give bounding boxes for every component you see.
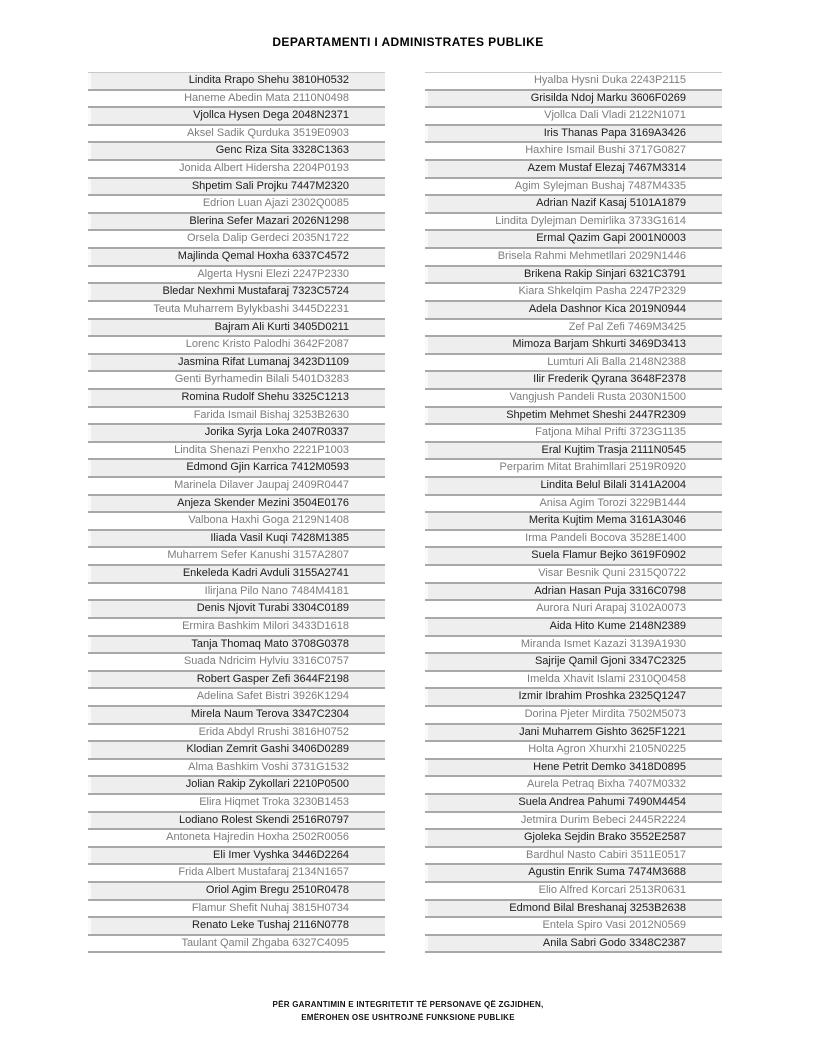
table-row: Suela Flamur Bejko 3619F0902: [425, 548, 722, 566]
table-row: Anjeza Skender Mezini 3504E0176: [88, 496, 385, 514]
table-row: Mimoza Barjam Shkurti 3469D3413: [425, 337, 722, 355]
table-row: Brisela Rahmi Mehmetllari 2029N1446: [425, 249, 722, 267]
table-row: Sajrije Qamil Gjoni 3347C2325: [425, 654, 722, 672]
table-row: Genti Byrhamedin Bilali 5401D3283: [88, 372, 385, 390]
table-row: Iris Thanas Papa 3169A3426: [425, 126, 722, 144]
table-row: Alma Bashkim Voshi 3731G1532: [88, 760, 385, 778]
table-row: Hyalba Hysni Duka 2243P2115: [425, 73, 722, 91]
name-table-right-column: [425, 72, 722, 953]
name-table-left-column: [88, 72, 385, 953]
table-row: Blerina Sefer Mazari 2026N1298: [88, 214, 385, 232]
table-row: Marinela Dilaver Jaupaj 2409R0447: [88, 478, 385, 496]
table-row: Muharrem Sefer Kanushi 3157A2807: [88, 548, 385, 566]
table-row: Miranda Ismet Kazazi 3139A1930: [425, 637, 722, 655]
table-row: Edrion Luan Ajazi 2302Q0085: [88, 196, 385, 214]
footer-line-2: EMËROHEN OSE USHTROJNË FUNKSIONE PUBLIKE: [301, 1012, 515, 1022]
table-row: Jolian Rakip Zykollari 2210P0500: [88, 777, 385, 795]
table-row: Lorenc Kristo Palodhi 3642F2087: [88, 337, 385, 355]
table-row: Gjoleka Sejdin Brako 3552E2587: [425, 830, 722, 848]
table-row: Lumturi Ali Balla 2148N2388: [425, 355, 722, 373]
table-row: Ilirjana Pilo Nano 7484M4181: [88, 584, 385, 602]
table-row: Valbona Haxhi Goga 2129N1408: [88, 513, 385, 531]
table-row: Aksel Sadik Qurduka 3519E0903: [88, 126, 385, 144]
table-row: Klodian Zemrit Gashi 3406D0289: [88, 742, 385, 760]
table-row: Azem Mustaf Elezaj 7467M3314: [425, 161, 722, 179]
table-row: Adelina Safet Bistri 3926K1294: [88, 689, 385, 707]
table-row: Haxhire Ismail Bushi 3717G0827: [425, 143, 722, 161]
table-row: Vjollca Hysen Dega 2048N2371: [88, 108, 385, 126]
table-row: Erida Abdyl Rrushi 3816H0752: [88, 725, 385, 743]
table-row: Lindita Rrapo Shehu 3810H0532: [88, 73, 385, 91]
table-row: Zef Pal Zefi 7469M3425: [425, 320, 722, 338]
table-row: Oriol Agim Bregu 2510R0478: [88, 883, 385, 901]
table-row: Bardhul Nasto Cabiri 3511E0517: [425, 848, 722, 866]
table-row: Izmir Ibrahim Proshka 2325Q1247: [425, 689, 722, 707]
table-row: Aurora Nuri Arapaj 3102A0073: [425, 601, 722, 619]
table-row: Merita Kujtim Mema 3161A3046: [425, 513, 722, 531]
table-row: Agim Sylejman Bushaj 7487M4335: [425, 179, 722, 197]
table-row: Shpetim Sali Projku 7447M2320: [88, 179, 385, 197]
table-row: Teuta Muharrem Bylykbashi 3445D2231: [88, 302, 385, 320]
table-row: Hene Petrit Demko 3418D0895: [425, 760, 722, 778]
table-row: Shpetim Mehmet Sheshi 2447R2309: [425, 408, 722, 426]
table-row: Eli Imer Vyshka 3446D2264: [88, 848, 385, 866]
table-row: Irma Pandeli Bocova 3528E1400: [425, 531, 722, 549]
table-row: Denis Njovit Turabi 3304C0189: [88, 601, 385, 619]
table-row: Aida Hito Kume 2148N2389: [425, 619, 722, 637]
table-row: Renato Leke Tushaj 2116N0778: [88, 918, 385, 936]
table-row: Mirela Naum Terova 3347C2304: [88, 707, 385, 725]
table-row: Fatjona Mihal Prifti 3723G1135: [425, 425, 722, 443]
table-row: Vangjush Pandeli Rusta 2030N1500: [425, 390, 722, 408]
table-row: Elio Alfred Korcari 2513R0631: [425, 883, 722, 901]
table-row: Entela Spiro Vasi 2012N0569: [425, 918, 722, 936]
footer-note: [0, 999, 816, 1024]
table-row: Suada Ndricim Hylviu 3316C0757: [88, 654, 385, 672]
table-row: Antoneta Hajredin Hoxha 2502R0056: [88, 830, 385, 848]
table-row: Lindita Shenazi Penxho 2221P1003: [88, 443, 385, 461]
table-row: Ilir Frederik Qyrana 3648F2378: [425, 372, 722, 390]
table-row: Orsela Dalip Gerdeci 2035N1722: [88, 231, 385, 249]
table-row: Iliada Vasil Kuqi 7428M1385: [88, 531, 385, 549]
table-row: Visar Besnik Quni 2315Q0722: [425, 566, 722, 584]
table-row: Vjollca Dali Vladi 2122N1071: [425, 108, 722, 126]
table-row: Jorika Syrja Loka 2407R0337: [88, 425, 385, 443]
table-row: Dorina Pjeter Mirdita 7502M5073: [425, 707, 722, 725]
table-row: Bledar Nexhmi Mustafaraj 7323C5724: [88, 284, 385, 302]
table-row: Aurela Petraq Bixha 7407M0332: [425, 777, 722, 795]
table-row: Adrian Hasan Puja 3316C0798: [425, 584, 722, 602]
table-row: Edmond Gjin Karrica 7412M0593: [88, 460, 385, 478]
table-row: Farida Ismail Bishaj 3253B2630: [88, 408, 385, 426]
table-row: Elira Hiqmet Troka 3230B1453: [88, 795, 385, 813]
table-row: Lodiano Rolest Skendi 2516R0797: [88, 813, 385, 831]
table-row: Jasmina Rifat Lumanaj 3423D1109: [88, 355, 385, 373]
table-row: Brikena Rakip Sinjari 6321C3791: [425, 267, 722, 285]
table-row: Frida Albert Mustafaraj 2134N1657: [88, 865, 385, 883]
table-row: Anisa Agim Torozi 3229B1444: [425, 496, 722, 514]
table-row: Ermal Qazim Gapi 2001N0003: [425, 231, 722, 249]
table-row: Ermira Bashkim Milori 3433D1618: [88, 619, 385, 637]
table-row: Eral Kujtim Trasja 2111N0545: [425, 443, 722, 461]
table-row: Tanja Thomaq Mato 3708G0378: [88, 637, 385, 655]
table-row: Edmond Bilal Breshanaj 3253B2638: [425, 901, 722, 919]
table-row: Haneme Abedin Mata 2110N0498: [88, 91, 385, 109]
table-row: Adrian Nazif Kasaj 5101A1879: [425, 196, 722, 214]
table-row: Lindita Dylejman Demirlika 3733G1614: [425, 214, 722, 232]
table-row: Jani Muharrem Gishto 3625F1221: [425, 725, 722, 743]
footer-line-1: PËR GARANTIMIN E INTEGRITETIT TË PERSONAVE QË ZGJIDHEN,: [272, 1000, 544, 1009]
table-row: Algerta Hysni Elezi 2247P2330: [88, 267, 385, 285]
table-row: Bajram Ali Kurti 3405D0211: [88, 320, 385, 338]
table-row: Enkeleda Kadri Avduli 3155A2741: [88, 566, 385, 584]
table-row: Kiara Shkelqim Pasha 2247P2329: [425, 284, 722, 302]
table-row: Perparim Mitat Brahimllari 2519R0920: [425, 460, 722, 478]
table-row: Robert Gasper Zefi 3644F2198: [88, 672, 385, 690]
table-row: Grisilda Ndoj Marku 3606F0269: [425, 91, 722, 109]
table-row: Imelda Xhavit Islami 2310Q0458: [425, 672, 722, 690]
table-row: Genc Riza Sita 3328C1363: [88, 143, 385, 161]
table-row: Majlinda Qemal Hoxha 6337C4572: [88, 249, 385, 267]
table-row: Jonida Albert Hidersha 2204P0193: [88, 161, 385, 179]
table-row: Holta Agron Xhurxhi 2105N0225: [425, 742, 722, 760]
table-row: Jetmira Durim Bebeci 2445R2224: [425, 813, 722, 831]
table-row: Taulant Qamil Zhgaba 6327C4095: [88, 936, 385, 954]
table-row: Lindita Belul Bilali 3141A2004: [425, 478, 722, 496]
table-row: Adela Dashnor Kica 2019N0944: [425, 302, 722, 320]
table-row: Suela Andrea Pahumi 7490M4454: [425, 795, 722, 813]
table-row: Agustin Enrik Suma 7474M3688: [425, 865, 722, 883]
table-row: Anila Sabri Godo 3348C2387: [425, 936, 722, 954]
table-row: Romina Rudolf Shehu 3325C1213: [88, 390, 385, 408]
table-row: Flamur Shefit Nuhaj 3815H0734: [88, 901, 385, 919]
page-title: DEPARTAMENTI I ADMINISTRATES PUBLIKE: [272, 35, 544, 49]
